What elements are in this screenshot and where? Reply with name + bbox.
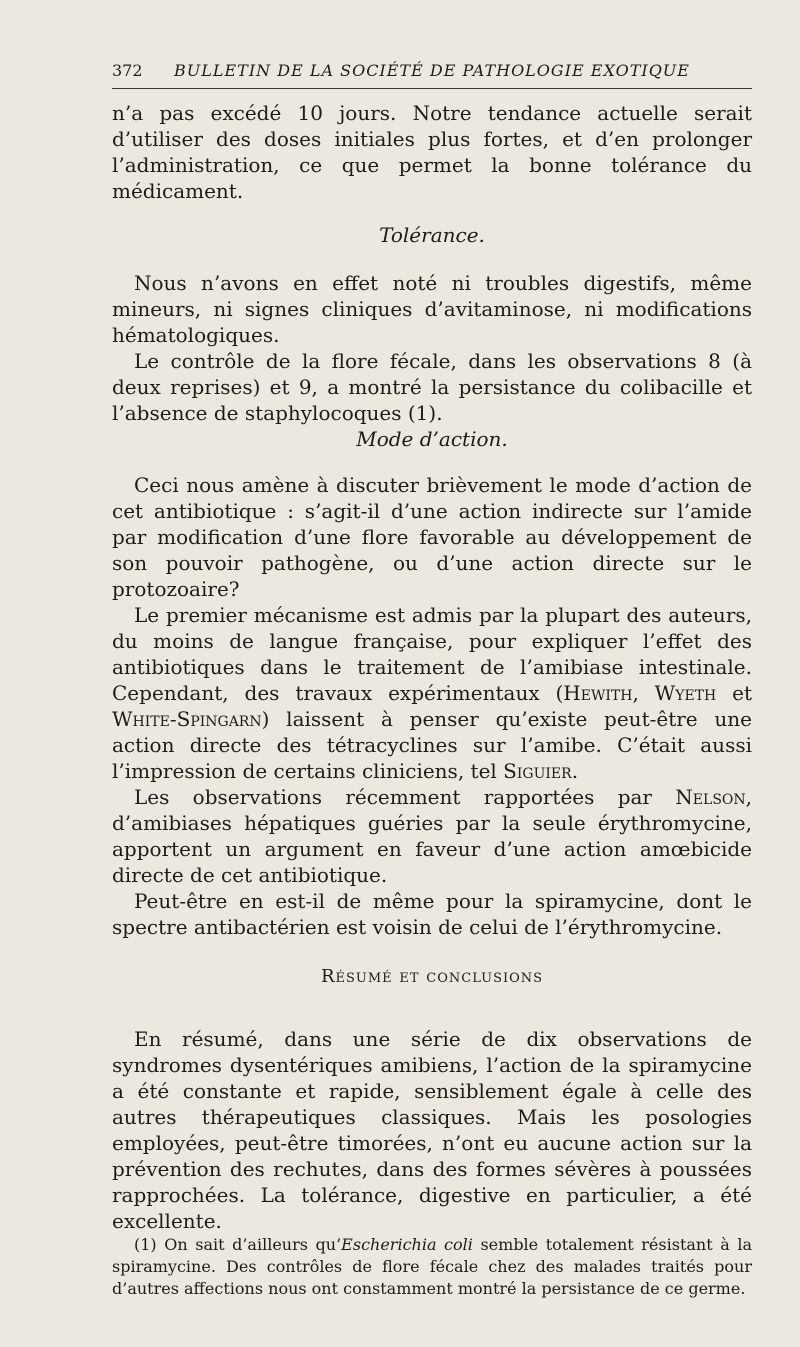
paragraph-spiramycine: Peut-être en est-il de même pour la spiramycine, dont le spectre antibactérien est voisin de celui de l’érythromycine. xyxy=(112,889,752,939)
species-name: Escherichia coli xyxy=(341,1235,473,1254)
author-siguier: Siguier xyxy=(503,759,572,783)
paragraph-mecanisme: Le premier mécanisme est admis par la plupart des auteurs, du moins de langue française, pour expliquer l’effet des antibiotiques dans le traitement de l’amibiase intestinale. Cependant, des travaux expérimentaux (Hewith, Wyeth et White-Spingarn) laissent à penser qu’existe peut-être une action directe des tétracyclines sur l’amibe. C’était aussi l’impression de certains cliniciens, tel Siguier. xyxy=(112,603,752,783)
paragraph-resume: En résumé, dans une série de dix observations de syndromes dysentériques amibiens, l’action de la spiramycine a été constante et rapide, sensiblement égale à celle des autres thérapeutiques classiques. Mais les posologies employées, peut-être timorées, n’ont eu aucune action sur la prévention des rechutes, dans des formes sévères à poussées rapprochées. La tolérance, digestive en particulier, a été excellente. xyxy=(112,1027,752,1233)
paragraph-observations: Les observations récemment rapportées par Nelson, d’amibiases hépatiques guéries par la seule érythromycine, apportent un argument en faveur d’une action amœbicide directe de cet antibiotique. xyxy=(112,785,752,887)
heading-resume-conclusions: Résumé et conclusions xyxy=(320,966,544,987)
heading-mode-action: Mode d’action. xyxy=(356,427,508,451)
paragraph-discussion: Ceci nous amène à discuter brièvement le mode d’action de cet antibiotique : s’agit-il d’une action indirecte sur l’amide par modification d’une flore favorable au développement de son pouvoir pathogène, ou d’une action directe sur le protozoaire? xyxy=(112,473,752,601)
author-nelson: Nelson xyxy=(675,785,746,809)
author-wyeth: Wyeth xyxy=(654,681,717,705)
running-header xyxy=(112,60,752,89)
page-number: 372 xyxy=(112,61,143,80)
author-white-spingarn: White-Spingarn xyxy=(112,707,262,731)
paragraph-tolerance: Nous n’avons en effet noté ni troubles digestifs, même mineurs, ni signes cliniques d’avitaminose, ni modifications hématologiques. xyxy=(112,271,752,347)
running-title: BULLETIN DE LA SOCIÉTÉ DE PATHOLOGIE EXOTIQUE xyxy=(174,61,690,80)
heading-tolerance: Tolérance. xyxy=(379,223,485,247)
body-text xyxy=(112,100,752,1300)
footnote: (1) On sait d’ailleurs qu’Escherichia coli semble totalement résistant à la spiramycine. Des contrôles de flore fécale chez des malades traités pour d’autres affections nous ont constamment montré la persistance de ce germe. xyxy=(112,1235,752,1298)
paragraph-continuation: n’a pas excédé 10 jours. Notre tendance actuelle serait d’utiliser des doses initiales plus fortes, et d’en prolonger l’administration, ce que permet la bonne tolérance du médicament. xyxy=(112,101,752,203)
author-hewith: Hewith xyxy=(563,681,633,705)
paragraph-flore: Le contrôle de la flore fécale, dans les observations 8 (à deux reprises) et 9, a montré la persistance du colibacille et l’absence de staphylocoques (1). xyxy=(112,349,752,425)
